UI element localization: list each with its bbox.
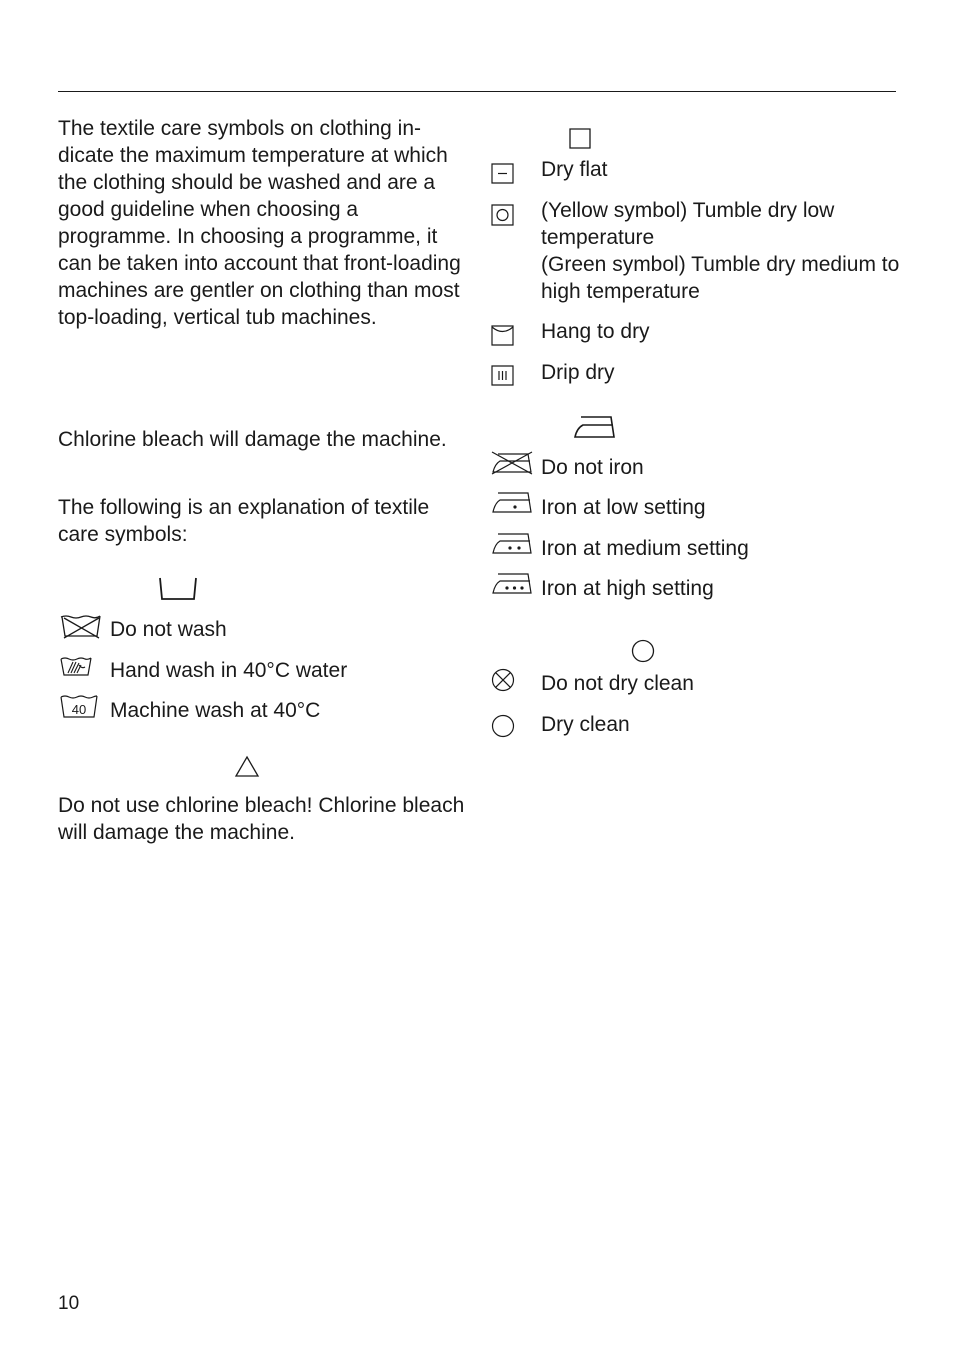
- tumble-dry-icon: [491, 204, 514, 226]
- hang-to-dry-icon: [491, 325, 514, 346]
- machine-wash-temp: 40: [71, 702, 87, 717]
- drip-dry-icon: [491, 365, 514, 386]
- iron-medium-icon: [491, 532, 533, 556]
- drying-item-label-0: Dry flat: [541, 158, 608, 181]
- iron-low-icon: [491, 491, 533, 515]
- drying-square-icon: [569, 128, 591, 149]
- dry-clean-icon: [491, 714, 515, 738]
- bleach-triangle-icon: [235, 756, 259, 778]
- ironing-item-label-1: Iron at low setting: [541, 496, 706, 519]
- dry-flat-icon: [491, 163, 514, 184]
- do-not-dry-clean-icon: [491, 668, 515, 692]
- hand-wash-icon: [60, 655, 92, 679]
- iron-icon: [573, 414, 617, 440]
- machine-wash-40-icon: [60, 694, 98, 720]
- do-not-wash-icon: [60, 614, 102, 640]
- do-not-iron-icon: [491, 451, 533, 475]
- ironing-item-label-3: Iron at high setting: [541, 577, 714, 600]
- dry-clean-circle-icon: [631, 639, 655, 663]
- iron-high-icon: [491, 572, 533, 596]
- drying-item-label-1: (Yellow symbol) Tumble dry low temperature: [541, 199, 835, 249]
- wash-tub-icon: [158, 577, 198, 602]
- drying-item-label-1b: (Green symbol) Tumble dry medium to high temperature: [541, 253, 900, 303]
- chlorine-note: Chlorine bleach will damage the machine.: [58, 428, 447, 451]
- page-number: 10: [58, 1293, 80, 1314]
- ironing-item-label-2: Iron at medium setting: [541, 537, 749, 560]
- washing-item-label-2: Machine wash at 40°C: [110, 699, 321, 722]
- ironing-item-label-0: Do not iron: [541, 456, 644, 479]
- drying-item-label-3: Drip dry: [541, 361, 615, 384]
- dry-cleaning-item-label-1: Dry clean: [541, 713, 630, 736]
- header-rule: [58, 91, 896, 92]
- washing-item-label-0: Do not wash: [110, 618, 227, 641]
- explanation-intro: The following is an explanation of textile care symbols:: [58, 496, 430, 546]
- bleach-text: Do not use chlorine bleach! Chlorine bleach will damage the machine.: [58, 794, 465, 844]
- intro-paragraph: The textile care symbols on clothing indicate the maximum temperature at which the clothing should be washed and are a good guideline when choosing a programme. In choosing a programme, it can be taken into account that front-loading machines are gentler on clothing than most top-loading, vertical tub machines.: [58, 117, 461, 329]
- washing-item-label-1: Hand wash in 40°C water: [110, 659, 348, 682]
- drying-item-label-2: Hang to dry: [541, 320, 650, 343]
- dry-cleaning-item-label-0: Do not dry clean: [541, 672, 694, 695]
